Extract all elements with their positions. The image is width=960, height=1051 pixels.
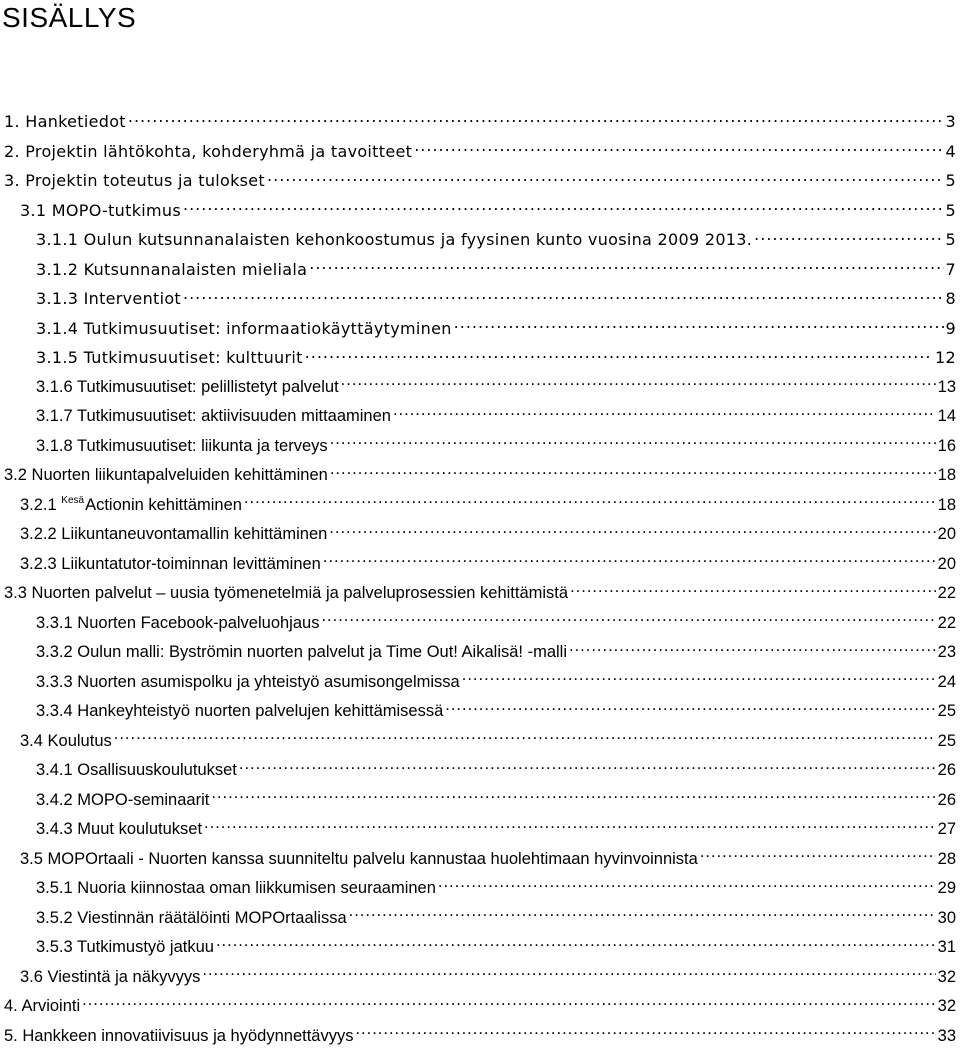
toc-entry-page-number: 14 xyxy=(938,402,956,432)
dot-leader xyxy=(569,641,936,658)
toc-entry-number: 3.1.4 xyxy=(36,319,78,338)
toc-entry-page-number: 25 xyxy=(938,727,956,757)
toc-entry-page-number: 27 xyxy=(938,815,956,845)
dot-leader xyxy=(183,288,944,304)
toc-entry-title[interactable] xyxy=(36,874,436,904)
toc-entry[interactable] xyxy=(0,284,960,314)
toc-entry-label: Nuorten liikuntapalveluiden kehittäminen xyxy=(32,466,328,484)
toc-entry-label: Nuorten palvelut – uusia työmenetelmiä ja palveluprosessien kehittämistä xyxy=(32,584,569,602)
toc-entry[interactable] xyxy=(0,314,960,344)
toc-entry-label: Projektin lähtökohta, kohderyhmä ja tavoitteet xyxy=(25,142,412,161)
toc-entry-page-number: 28 xyxy=(938,845,956,875)
toc-entry-number: 3.5.1 xyxy=(36,879,73,897)
toc-entry-label: Nuorten asumispolku ja yhteistyö asumisongelmissa xyxy=(77,673,459,691)
toc-entry-label: MOPOrtaali - Nuorten kanssa suunniteltu palvelu kannustaa huolehtimaan hyvinvoinnista xyxy=(48,850,698,868)
dot-leader xyxy=(244,493,936,510)
toc-entry-superscript: Kesä xyxy=(61,495,84,506)
toc-entry-title[interactable] xyxy=(20,491,242,523)
toc-entry-page-number: 13 xyxy=(938,373,956,403)
toc-entry-label: Kutsunnanalaisten mieliala xyxy=(84,260,308,279)
dot-leader xyxy=(323,552,936,569)
toc-entry-page-number: 31 xyxy=(938,933,956,963)
toc-entry-number: 3.2.3 xyxy=(20,555,57,573)
toc-entry-title[interactable] xyxy=(4,579,568,609)
toc-entry[interactable] xyxy=(0,815,960,845)
toc-entry[interactable] xyxy=(0,579,960,609)
toc-entry-page-number: 5 xyxy=(946,166,956,196)
toc-entry-label: Liikuntatutor-toiminnan levittäminen xyxy=(61,555,321,573)
toc-entry-number: 3.5.2 xyxy=(36,909,73,927)
toc-entry-title[interactable] xyxy=(4,461,328,491)
toc-entry-title[interactable] xyxy=(36,638,567,668)
toc-entry-page-number: 30 xyxy=(938,904,956,934)
toc-entry[interactable] xyxy=(0,992,960,1022)
toc-entry-number: 1. xyxy=(4,112,20,131)
dot-leader xyxy=(414,141,943,157)
toc-entry-title[interactable] xyxy=(36,314,452,344)
toc-entry-page-number: 9 xyxy=(946,314,956,344)
toc-entry-title[interactable] xyxy=(36,255,307,285)
dot-leader xyxy=(321,611,935,628)
toc-entry-page-number: 4 xyxy=(946,137,956,167)
toc-entry-label: Osallisuuskoulutukset xyxy=(77,761,237,779)
toc-entry-label: Tutkimusuutiset: informaatiokäyttäytyminen xyxy=(84,319,452,338)
toc-entry-number: 3.3.1 xyxy=(36,614,73,632)
toc-entry-title[interactable] xyxy=(36,373,339,403)
toc-entry-number: 3.6 xyxy=(20,968,43,986)
toc-entry-number: 3.1.2 xyxy=(36,260,78,279)
toc-entry[interactable] xyxy=(0,520,960,550)
toc-entry-label: MOPO-seminaarit xyxy=(77,791,209,809)
toc-entry[interactable] xyxy=(0,727,960,757)
toc-entry-label: Liikuntaneuvontamallin kehittäminen xyxy=(61,525,327,543)
toc-entry-title[interactable] xyxy=(36,609,319,639)
toc-entry-label: Arviointi xyxy=(21,997,80,1015)
dot-leader xyxy=(330,434,936,451)
toc-entry-label: Viestinnän räätälöinti MOPOrtaalissa xyxy=(77,909,346,927)
toc-entry-number: 3.1.6 xyxy=(36,378,73,396)
toc-entry-page-number: 22 xyxy=(938,609,956,639)
toc-entry-title[interactable] xyxy=(4,166,265,196)
toc-entry[interactable] xyxy=(0,1022,960,1051)
dot-leader xyxy=(267,170,944,186)
toc-entry-label: Actionin kehittäminen xyxy=(85,496,242,514)
dot-leader xyxy=(438,877,936,894)
toc-entry-title[interactable] xyxy=(36,786,209,816)
toc-entry-title[interactable] xyxy=(36,284,181,314)
toc-entry-page-number: 18 xyxy=(938,491,956,521)
toc-entry[interactable] xyxy=(0,137,960,167)
toc-entry-page-number: 12 xyxy=(935,343,956,373)
toc-entry-label: Interventiot xyxy=(84,289,181,308)
toc-entry-title[interactable] xyxy=(36,225,752,255)
toc-entry-number: 5. xyxy=(4,1027,18,1045)
toc-entry-label: Tutkimusuutiset: kulttuurit xyxy=(84,348,303,367)
toc-entry-page-number: 29 xyxy=(938,874,956,904)
dot-leader xyxy=(211,788,935,805)
toc-entry-title[interactable] xyxy=(20,550,321,580)
toc-entry[interactable] xyxy=(0,432,960,462)
toc-entry[interactable] xyxy=(0,225,960,255)
toc-entry-label: Hankkeen innovatiivisuus ja hyödynnettävyys xyxy=(22,1027,353,1045)
toc-entry-label: Tutkimusuutiset: pelillistetyt palvelut xyxy=(77,378,339,396)
dot-leader xyxy=(393,405,936,422)
toc-entry[interactable] xyxy=(0,255,960,285)
toc-entry[interactable] xyxy=(0,638,960,668)
dot-leader xyxy=(216,936,936,953)
toc-entry-label: Tutkimusuutiset: liikunta ja terveys xyxy=(77,437,328,455)
toc-entry-number: 3.3.3 xyxy=(36,673,73,691)
toc-entry[interactable] xyxy=(0,668,960,698)
dot-leader xyxy=(82,995,936,1012)
toc-entry[interactable] xyxy=(0,196,960,226)
dot-leader xyxy=(183,200,944,216)
toc-entry[interactable] xyxy=(0,904,960,934)
toc-entry-number: 3.4.1 xyxy=(36,761,73,779)
dot-leader xyxy=(204,818,936,835)
toc-entry-number: 3.4.3 xyxy=(36,820,73,838)
toc-entry[interactable] xyxy=(0,786,960,816)
toc-entry-title[interactable] xyxy=(20,520,327,550)
toc-entry-title[interactable] xyxy=(4,137,412,167)
toc-entry[interactable] xyxy=(0,402,960,432)
toc-entry-number: 3.5 xyxy=(20,850,43,868)
toc-entry-label: Hanketiedot xyxy=(25,112,126,131)
toc-entry-page-number: 23 xyxy=(938,638,956,668)
toc-entry-page-number: 26 xyxy=(938,786,956,816)
toc-entry-title[interactable] xyxy=(20,196,181,226)
toc-entry-number: 2. xyxy=(4,142,20,161)
toc-entry[interactable] xyxy=(0,166,960,196)
toc-entry-label: Koulutus xyxy=(48,732,112,750)
toc-entry-label: Oulun kutsunnanalaisten kehonkoostumus ja fyysinen kunto vuosina 2009 2013. xyxy=(84,230,753,249)
toc-entry-number: 4. xyxy=(4,997,18,1015)
dot-leader xyxy=(114,729,936,746)
dot-leader xyxy=(341,375,936,392)
toc-entry-title[interactable] xyxy=(36,933,214,963)
toc-entry-label: MOPO-tutkimus xyxy=(52,201,181,220)
toc-entry-label: Muut koulutukset xyxy=(77,820,202,838)
toc-entry-page-number: 16 xyxy=(938,432,956,462)
toc-entry-title[interactable] xyxy=(20,963,200,993)
toc-entry-page-number: 18 xyxy=(938,461,956,491)
toc-entry-label: Tutkimustyö jatkuu xyxy=(77,938,214,956)
dot-leader xyxy=(202,965,935,982)
dot-leader xyxy=(128,111,944,127)
toc-entry-number: 3.3 xyxy=(4,584,27,602)
toc-entry-number: 3.1 xyxy=(20,201,46,220)
dot-leader xyxy=(570,582,936,599)
toc-entry-page-number: 32 xyxy=(938,963,956,993)
toc-entry-label: Projektin toteutus ja tulokset xyxy=(25,171,265,190)
toc-entry-page-number: 25 xyxy=(938,697,956,727)
toc-entry[interactable] xyxy=(0,107,960,137)
toc-entry-number: 3.4.2 xyxy=(36,791,73,809)
toc-entry-number: 3.3.2 xyxy=(36,643,73,661)
toc-entry-number: 3.5.3 xyxy=(36,938,73,956)
toc-entry-page-number: 8 xyxy=(946,284,956,314)
toc-entry[interactable] xyxy=(0,697,960,727)
toc-entry-title[interactable] xyxy=(20,727,112,757)
toc-entry-title[interactable] xyxy=(36,432,328,462)
dot-leader xyxy=(700,847,936,864)
toc-entry-number: 3.1.7 xyxy=(36,407,73,425)
toc-entry-title[interactable] xyxy=(4,992,80,1022)
toc-entry-title[interactable] xyxy=(36,668,460,698)
dot-leader xyxy=(305,347,933,363)
toc-entry-number: 3. xyxy=(4,171,20,190)
toc-entry[interactable] xyxy=(0,373,960,403)
dot-leader xyxy=(349,906,936,923)
toc-entry-page-number: 20 xyxy=(938,520,956,550)
toc-entry-label: Tutkimusuutiset: aktiivisuuden mittaaminen xyxy=(77,407,391,425)
toc-entry-title[interactable] xyxy=(36,756,237,786)
toc-entry-label: Oulun malli: Byströmin nuorten palvelut ja Time Out! Aikalisä! -malli xyxy=(77,643,567,661)
toc-entry[interactable] xyxy=(0,756,960,786)
toc-entry-number: 3.2 xyxy=(4,466,27,484)
toc-entry-number: 3.4 xyxy=(20,732,43,750)
toc-entry-title[interactable] xyxy=(4,1022,353,1051)
dot-leader xyxy=(462,670,936,687)
toc-entry-page-number: 7 xyxy=(946,255,956,285)
toc-entry-label: Viestintä ja näkyvyys xyxy=(48,968,201,986)
toc-entry[interactable] xyxy=(0,963,960,993)
toc-entry-title[interactable] xyxy=(4,107,126,137)
toc-entry-page-number: 26 xyxy=(938,756,956,786)
dot-leader xyxy=(754,229,943,245)
toc-entry-label: Hankeyhteistyö nuorten palvelujen kehittämisessä xyxy=(77,702,443,720)
toc-entry-number: 3.1.3 xyxy=(36,289,78,308)
toc-entry-title[interactable] xyxy=(36,815,202,845)
toc-entry-page-number: 5 xyxy=(946,196,956,226)
toc-entry[interactable] xyxy=(0,874,960,904)
toc-entry-number: 3.3.4 xyxy=(36,702,73,720)
dot-leader xyxy=(309,259,943,275)
toc-entry-title[interactable] xyxy=(36,697,443,727)
page-title: SISÄLLYS xyxy=(2,0,136,36)
toc-entry[interactable] xyxy=(0,845,960,875)
toc-entry-number: 3.1.8 xyxy=(36,437,73,455)
dot-leader xyxy=(239,759,936,776)
dot-leader xyxy=(445,700,935,717)
toc-entry-title[interactable] xyxy=(36,402,391,432)
toc-entry-page-number: 3 xyxy=(946,107,956,137)
dot-leader xyxy=(329,523,935,540)
toc-entry[interactable] xyxy=(0,550,960,580)
toc-entry-title[interactable] xyxy=(36,904,347,934)
toc-entry-page-number: 32 xyxy=(938,992,956,1022)
toc-entry-page-number: 33 xyxy=(938,1022,956,1051)
toc-entry-title[interactable] xyxy=(20,845,698,875)
toc-entry-label: Nuorten Facebook-palveluohjaus xyxy=(77,614,319,632)
dot-leader xyxy=(355,1024,935,1041)
toc-entry[interactable] xyxy=(0,461,960,491)
dot-leader xyxy=(454,318,944,334)
toc-entry[interactable] xyxy=(0,343,960,373)
toc-entry-page-number: 24 xyxy=(938,668,956,698)
toc-entry-number: 3.1.5 xyxy=(36,348,78,367)
toc-entry-page-number: 5 xyxy=(946,225,956,255)
toc-entry-number: 3.2.2 xyxy=(20,525,57,543)
toc-entry-title[interactable] xyxy=(36,343,303,373)
toc-entry[interactable] xyxy=(0,491,960,521)
toc-entry-label: Nuoria kiinnostaa oman liikkumisen seuraaminen xyxy=(77,879,436,897)
toc-entry[interactable] xyxy=(0,609,960,639)
toc-entry-number: 3.2.1 xyxy=(20,496,57,514)
dot-leader xyxy=(330,464,936,481)
toc-entry-number: 3.1.1 xyxy=(36,230,78,249)
toc-entry-page-number: 20 xyxy=(938,550,956,580)
toc-entry-page-number: 22 xyxy=(938,579,956,609)
toc-entry[interactable] xyxy=(0,933,960,963)
table-of-contents xyxy=(0,107,960,1051)
